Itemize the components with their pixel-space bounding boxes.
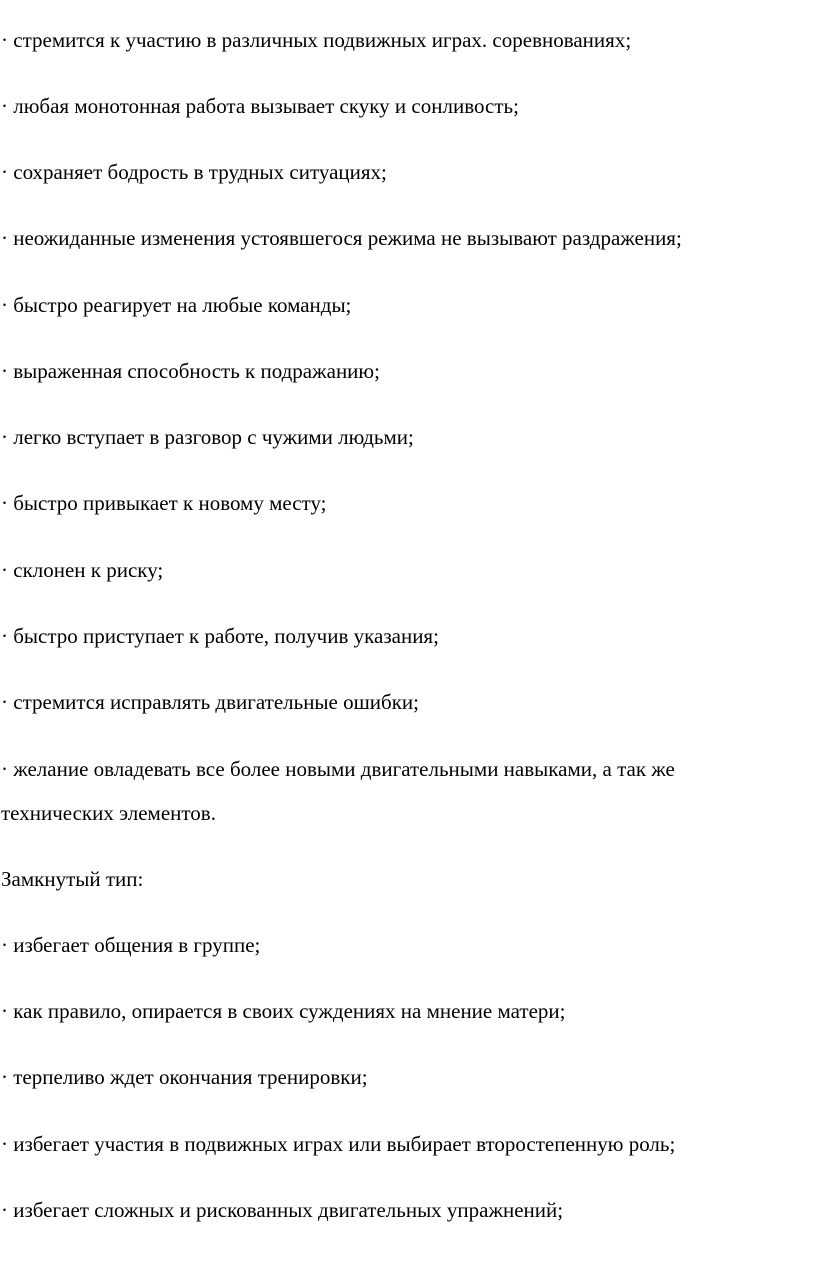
- list-item: · стремится исправлять двигательные ошибки;: [1, 690, 419, 714]
- list-item: · любая монотонная работа вызывает скуку и сонливость;: [1, 94, 519, 118]
- list-item: · избегает сложных и рискованных двигательных упражнений;: [1, 1198, 564, 1222]
- list-item: · терпеливо ждет окончания тренировки;: [1, 1065, 368, 1089]
- list-item: · неожиданные изменения устоявшегося режима не вызывают раздражения;: [1, 226, 682, 250]
- section-heading: Замкнутый тип:: [1, 867, 144, 891]
- list-item: · избегает участия в подвижных играх или выбирает второстепенную роль;: [1, 1132, 676, 1156]
- list-item: · избегает общения в группе;: [1, 933, 261, 957]
- list-item: · как правило, опирается в своих суждениях на мнение матери;: [1, 999, 566, 1023]
- list-item: · легко вступает в разговор с чужими людьми;: [1, 425, 414, 449]
- list-item: · желание овладевать все более новыми двигательными навыками, а так же: [1, 757, 675, 781]
- list-item: · стремится к участию в различных подвижных играх. соревнованиях;: [1, 28, 632, 52]
- list-item: · быстро реагирует на любые команды;: [1, 293, 352, 317]
- list-item-continuation: технических элементов.: [1, 801, 216, 825]
- list-item: · склонен к риску;: [1, 558, 164, 582]
- list-item: · быстро привыкает к новому месту;: [1, 491, 327, 515]
- list-item: · быстро приступает к работе, получив указания;: [1, 624, 439, 648]
- list-item: · выраженная способность к подражанию;: [1, 359, 380, 383]
- list-item: · сохраняет бодрость в трудных ситуациях;: [1, 160, 387, 184]
